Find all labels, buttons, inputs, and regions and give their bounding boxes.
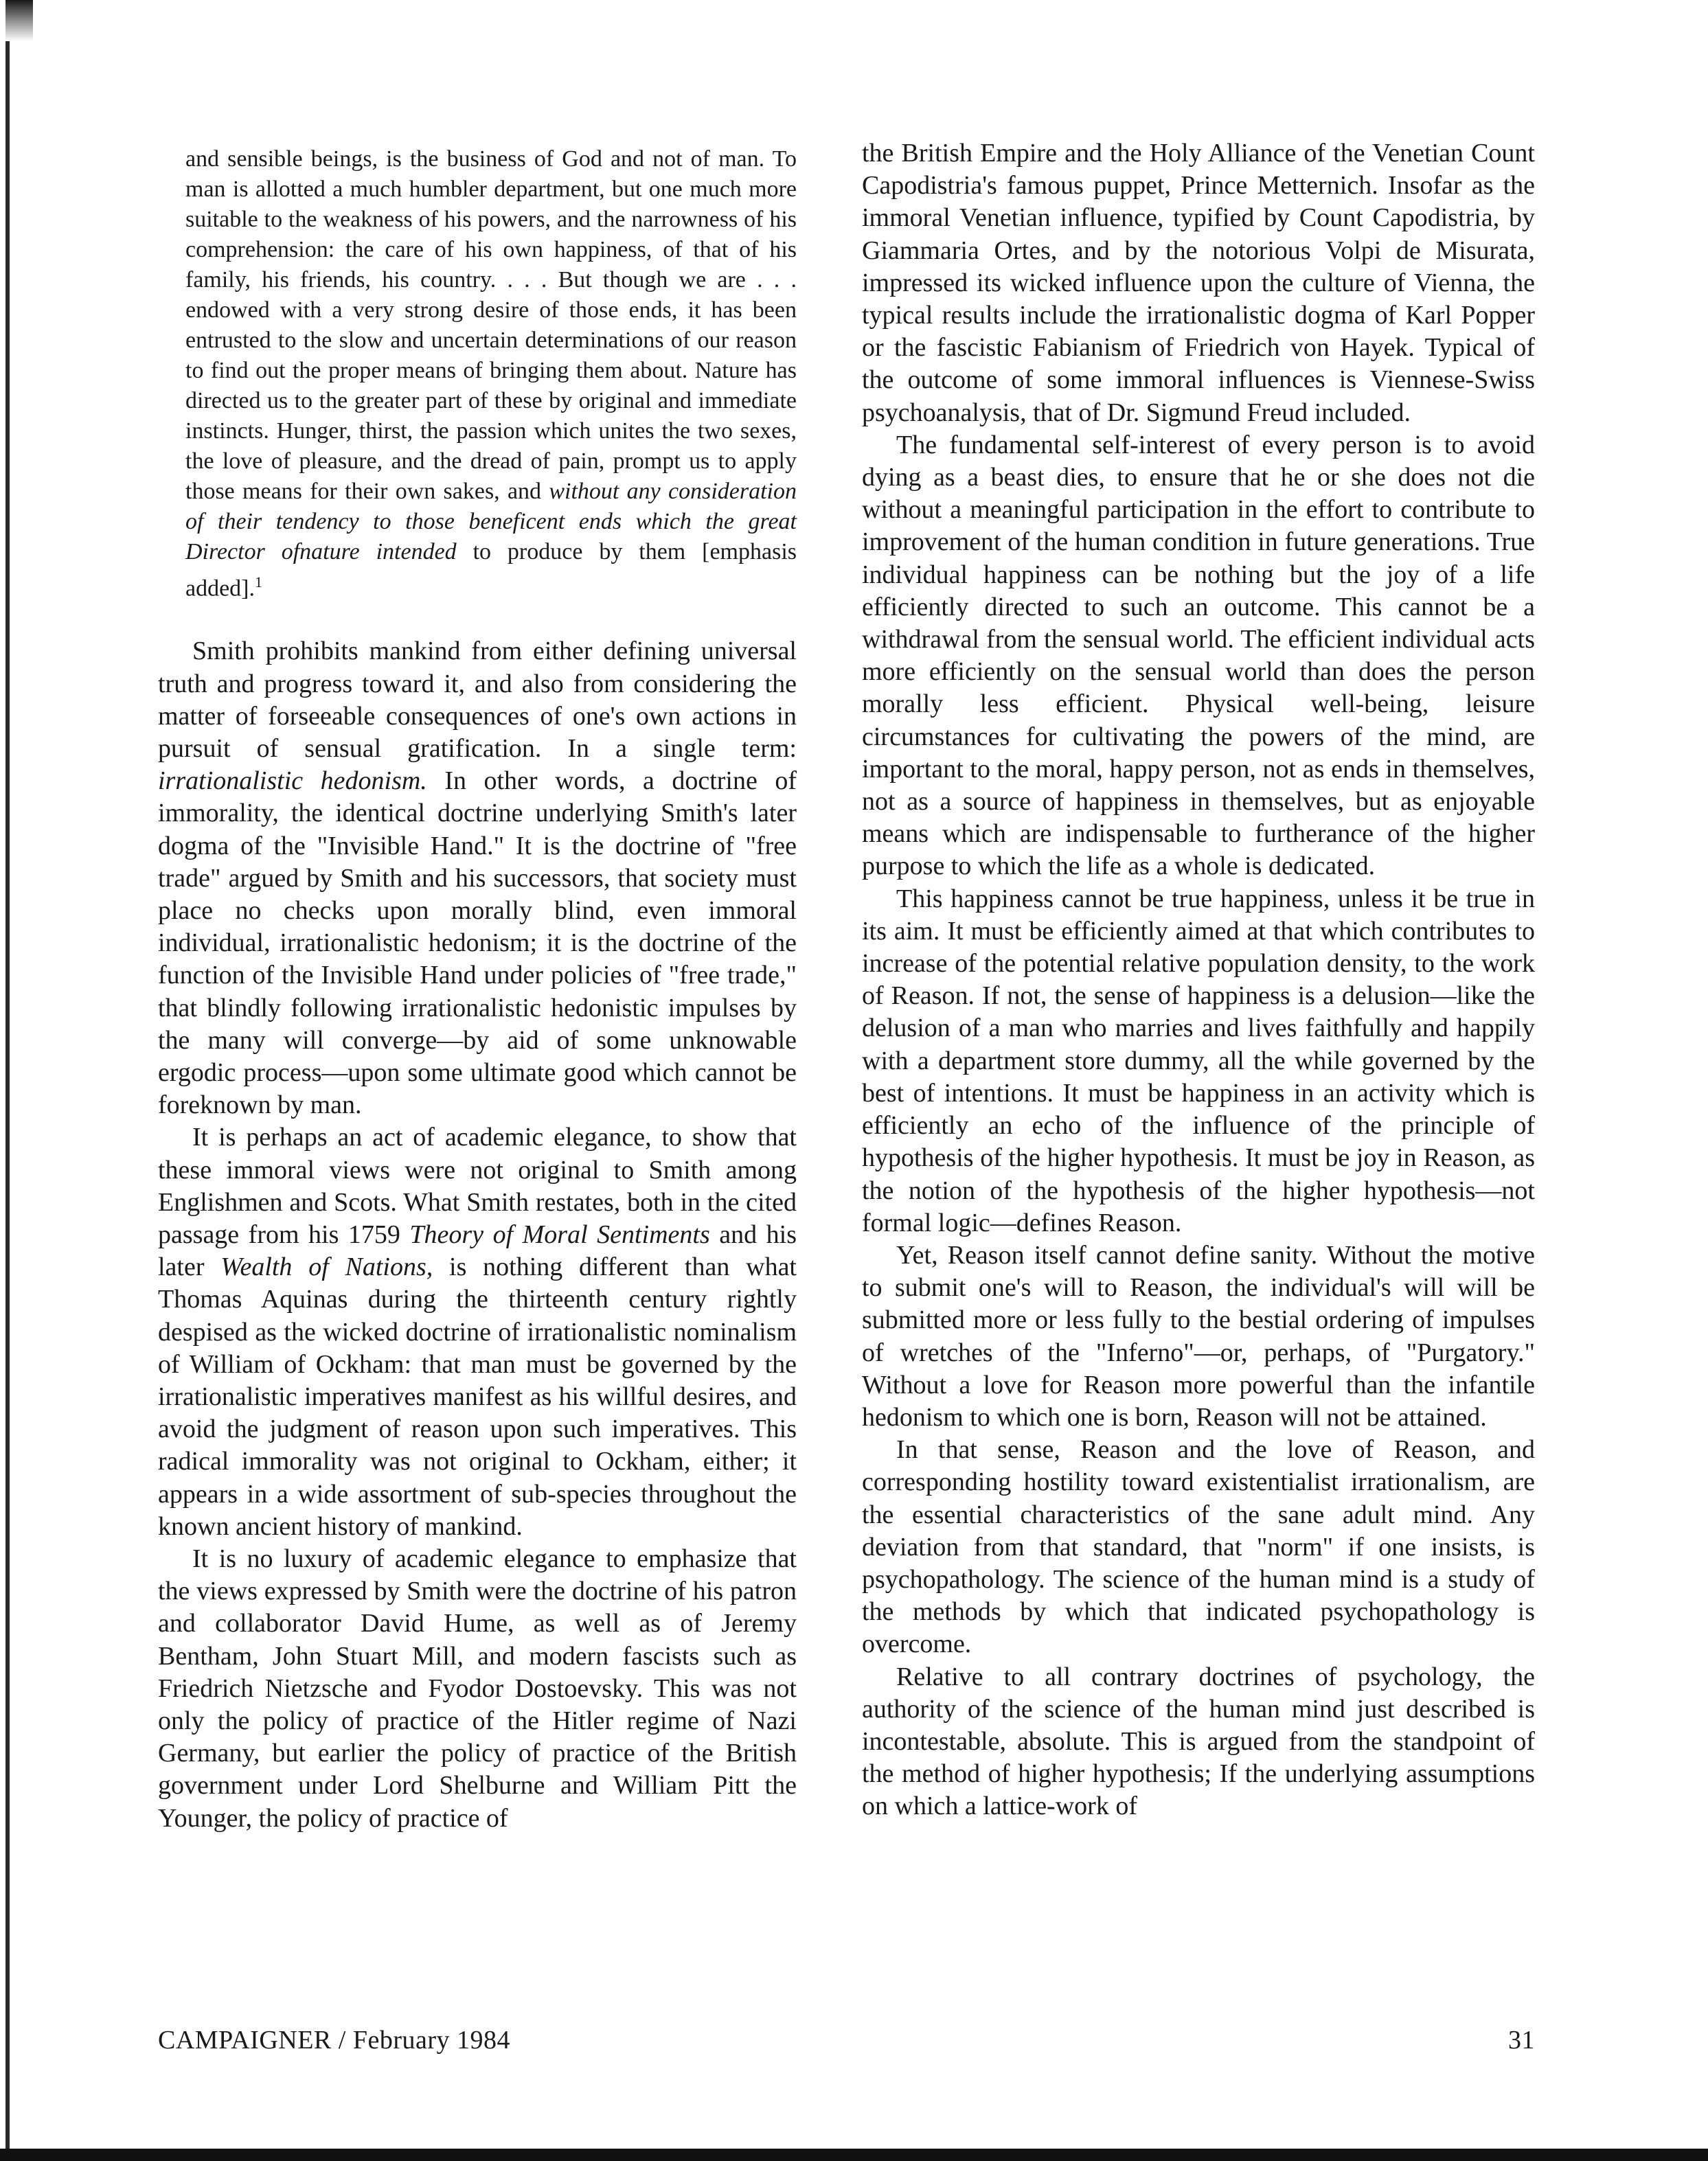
paragraph-text: In other words, a doctrine of immorality, the identical doctrine underlying Smith's later dogma of the "Invisible Hand." It is the doctrine of "free trade" argued by Smith and his successors, that society must place no checks upon morally blind, even immoral individual, irrationalistic hedonism; it is the doctrine of the function of the Invisible Hand under policies of "free trade," that blindly following irrationalistic hedonistic impulses by the many will converge—by aid of some unknowable ergodic process—upon some ultimate good which cannot be foreknown by man. — [158, 766, 797, 1120]
paragraph-text: Yet, Reason itself cannot define sanity. Without the motive to submit one's will to Reason, the individual's will will be submitted more or less fully to the bestial ordering of impulses of wretches of the "Inferno"—or, perhaps, of "Purgatory." Without a love for Reason more powerful than the infantile hedonism to which one is born, Reason will not be attained. — [862, 1240, 1535, 1432]
page-number: 31 — [1508, 2026, 1535, 2055]
right-column — [862, 137, 1535, 1823]
binding-edge — [0, 0, 25, 2161]
paragraph — [862, 883, 1535, 1239]
paragraph — [158, 635, 797, 1121]
paragraph-text: In that sense, Reason and the love of Reason, and corresponding hostility toward existentialist irrationalism, are the essential characteristics of the sane adult mind. Any deviation from that standard, that "norm" if one insists, is psychopathology. The science of the human mind is a study of the methods by which that indicated psychopathology is overcome. — [862, 1435, 1535, 1659]
bottom-scan-edge — [0, 2149, 1708, 2161]
paragraph — [862, 1434, 1535, 1660]
quote-text-start: and sensible beings, is the business of God and not of man. To man is allotted a much humbler department, but one much more suitable to the weakness of his powers, and the narrowness of his comprehension: the care of his own happiness, of that of his family, his friends, his country. . . . But though we are . . . endowed with a very strong desire of those ends, it has been entrusted to the slow and uncertain determinations of our reason to find out the proper means of bringing them about. Nature has directed us to the greater part of these by original and immediate instincts. Hunger, thirst, the passion which unites the two sexes, the love of pleasure, and the dread of pain, prompt us to apply those means for their own sakes, and — [185, 146, 797, 504]
publication-line: CAMPAIGNER / February 1984 — [158, 2026, 510, 2055]
paragraph — [158, 1121, 797, 1543]
paragraph-text: It is perhaps an act of academic elegance, to show that these immoral views were not original to Smith among Englishmen and Scots. What Smith restates, both in the cited passage from his 1759 — [158, 1123, 797, 1249]
paragraph-text: and his later — [158, 1220, 797, 1282]
paragraph-text: is nothing different than what Thomas Aquinas during the thirteenth century rightly despised as the wicked doctrine of irrationalistic nominalism of William of Ockham: that man must be governed by the irrationalistic imperatives manifest as his willful desires, and avoid the judgment of reason upon such imperatives. This radical immorality was not original to Ockham, either; it appears in a wide assortment of sub-species throughout the known ancient history of mankind. — [158, 1253, 797, 1541]
paragraph — [862, 1661, 1535, 1823]
paragraph-text: The fundamental self-interest of every person is to avoid dying as a beast dies, to ensure that he or she does not die without a meaningful participation in the effort to contribute to improvement of the human condition in future generations. True individual happiness can be nothing but the joy of a life efficiently directed to such an outcome. This cannot be a withdrawal from the sensual world. The efficient individual acts more efficiently on the sensual world than does the person morally less efficient. Physical well-being, leisure circumstances for cultivating the powers of the mind, are important to the moral, happy person, not as ends in themselves, not as a source of happiness in themselves, but as enjoyable means which are indispensable to furtherance of the higher purpose to which the life as a whole is dedicated. — [862, 430, 1535, 881]
paragraph-text: Relative to all contrary doctrines of psychology, the authority of the science of the human mind just described is incontestable, absolute. This is argued from the standpoint of the method of higher hypothesis; If the underlying assumptions on which a lattice-work of — [862, 1662, 1535, 1821]
paragraph — [158, 1543, 797, 1835]
paragraph — [862, 429, 1535, 883]
quote-emphasis: without any consideration of their tendency to those beneficent ends which the great Director ofnature intended — [185, 479, 797, 564]
paragraph-text: the British Empire and the Holy Alliance of the Venetian Count Capodistria's famous puppet, Prince Metternich. Insofar as the immoral Venetian influence, typified by Count Capodistria, by Giammaria Ortes, and by the notorious Volpi de Misurata, impressed its wicked influence upon the culture of Vienna, the typical results include the irrationalistic dogma of Karl Popper or the fascistic Fabianism of Friedrich von Hayek. Typical of the outcome of some immoral influences is Viennese-Swiss psychoanalysis, that of Dr. Sigmund Freud included. — [862, 139, 1535, 427]
left-column — [158, 137, 797, 1835]
paragraph-emphasis: Wealth of Nations, — [220, 1253, 433, 1282]
paragraph-emphasis: Theory of Moral Sentiments — [409, 1220, 710, 1249]
paragraph — [862, 1239, 1535, 1434]
paragraph-text: Smith prohibits mankind from either defining universal truth and progress toward it, and also from considering the matter of forseeable consequences of one's own actions in pursuit of sensual gratification. In a single term: — [158, 637, 797, 763]
footnote-marker: 1 — [255, 573, 263, 591]
binding-corner-mark — [5, 0, 33, 41]
paragraph — [862, 137, 1535, 429]
paragraph-emphasis: irrationalistic hedonism. — [158, 766, 427, 796]
block-quote — [185, 144, 797, 604]
quote-text-end: to produce by them [emphasis added]. — [185, 539, 797, 602]
paragraph-text: It is no luxury of academic elegance to emphasize that the views expressed by Smith were the doctrine of his patron and collaborator David Hume, as well as of Jeremy Bentham, John Stuart Mill, and modern fascists such as Friedrich Nietzsche and Fyodor Dostoevsky. This was not only the policy of practice of the Hitler regime of Nazi Germany, but earlier the policy of practice of the British government under Lord Shelburne and William Pitt the Younger, the policy of practice of — [158, 1544, 797, 1833]
paragraph-text: This happiness cannot be true happiness, unless it be true in its aim. It must be efficiently aimed at that which contributes to increase of the potential relative population density, to the work of Reason. If not, the sense of happiness is a delusion—like the delusion of a man who marries and lives faithfully and happily with a department store dummy, all the while governed by the best of intentions. It must be happiness in an activity which is efficiently an echo of the influence of the principle of hypothesis of the higher hypothesis. It must be joy in Reason, as the notion of the hypothesis of the higher hypothesis—not formal logic—defines Reason. — [862, 884, 1535, 1237]
